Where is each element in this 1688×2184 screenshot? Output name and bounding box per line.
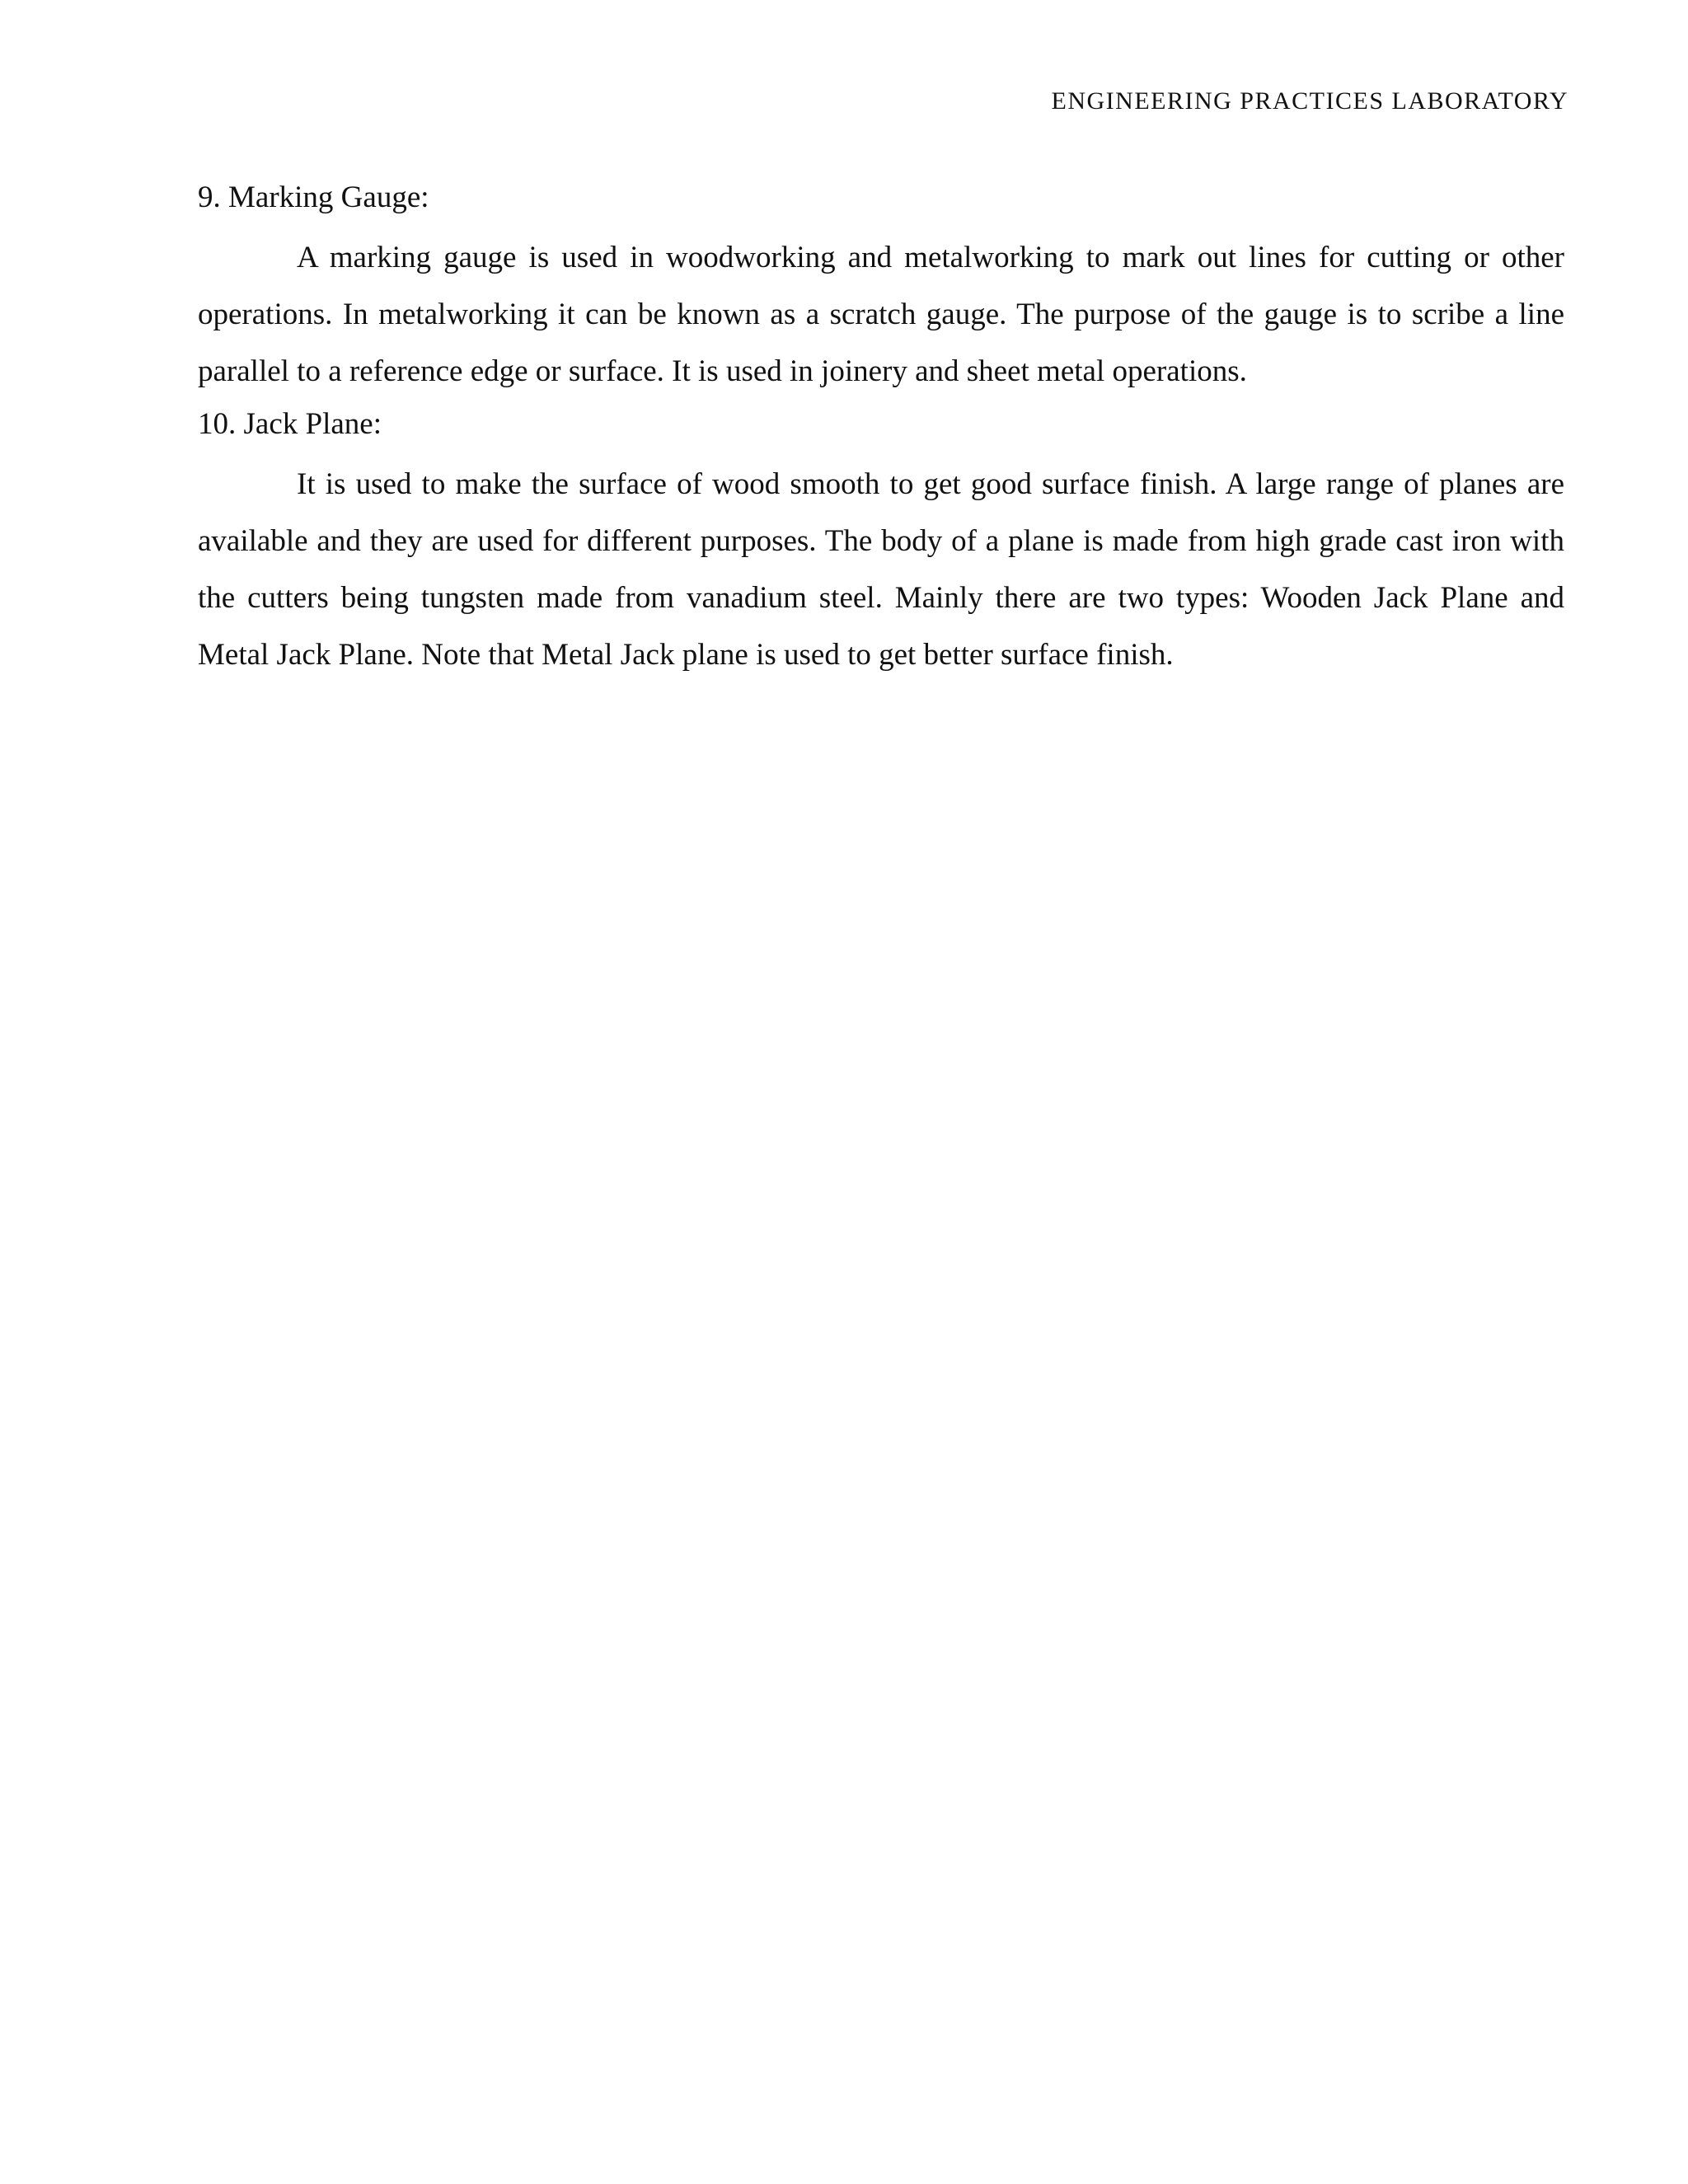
section-body-marking-gauge: A marking gauge is used in woodworking and metalworking to mark out lines for cutting or other operations. In metalworking it can be known as a scratch gauge. The purpose of the gauge is to scribe a line parallel to a reference edge or surface. It is used in joinery and sheet metal operations. (198, 241, 1564, 388)
running-header: ENGINEERING PRACTICES LABORATORY (1051, 87, 1568, 115)
section-heading-jack-plane: 10. Jack Plane: (198, 407, 382, 441)
section-jack-plane (198, 400, 1564, 683)
section-heading-marking-gauge: 9. Marking Gauge: (198, 180, 429, 214)
section-marking-gauge (198, 173, 1564, 400)
page-content (198, 173, 1564, 683)
section-body-jack-plane: It is used to make the surface of wood smooth to get good surface finish. A large range of planes are available and they are used for different purposes. The body of a plane is made from high grade cast iron with the cutters being tungsten made from vanadium steel. Mainly there are two types: Wooden Jack Plane and Metal Jack Plane. Note that Metal Jack plane is used to get better surface finish. (198, 467, 1564, 672)
